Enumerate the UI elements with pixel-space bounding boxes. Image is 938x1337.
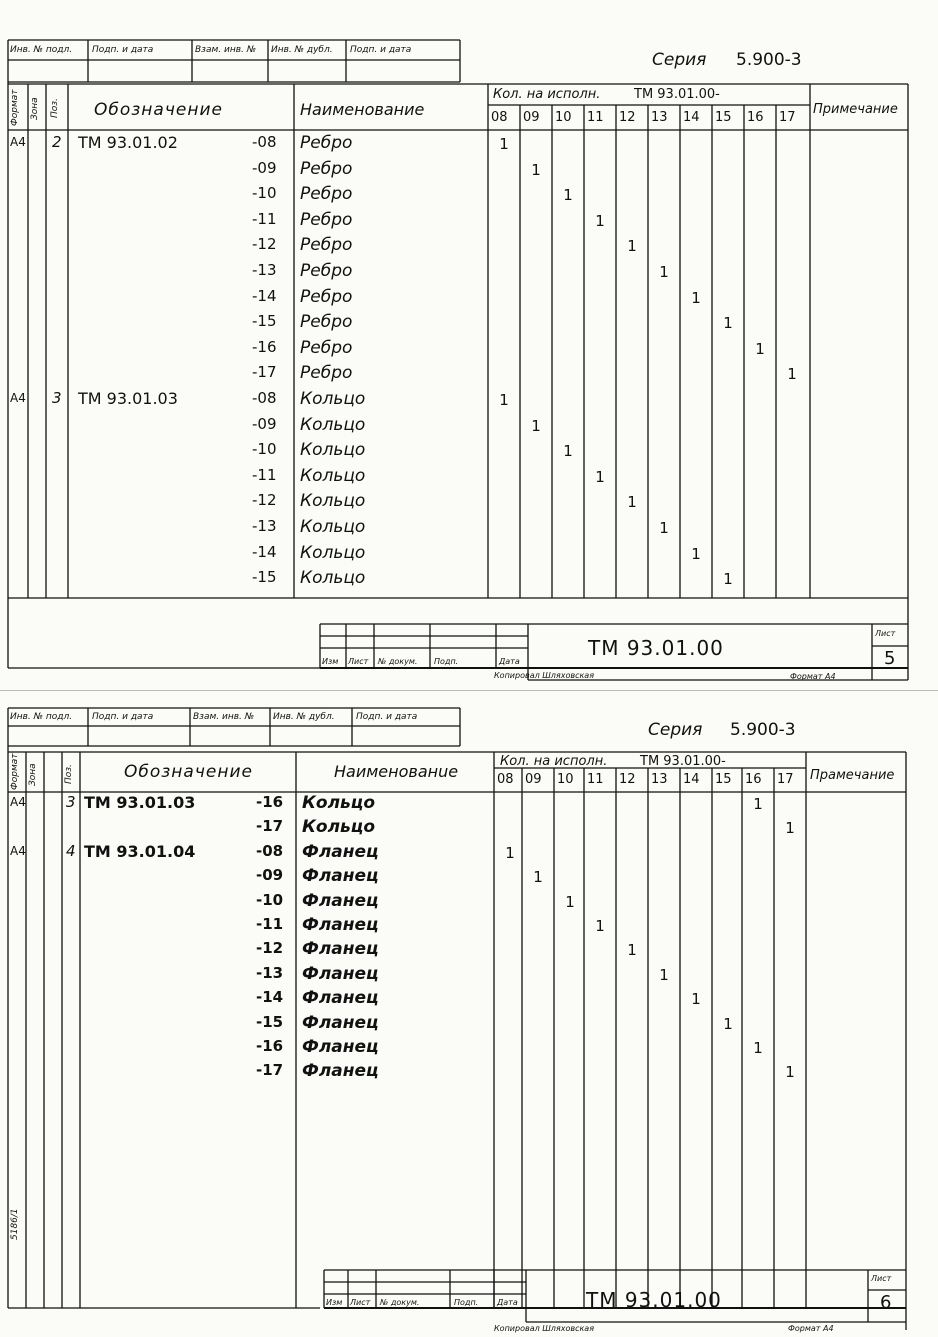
series-value: 5.900-3 <box>730 720 796 740</box>
side-note: 5186/1 <box>10 1208 20 1240</box>
row-quantity: 1 <box>627 237 637 256</box>
row-quantity: 1 <box>499 391 509 409</box>
sheet-number: 5 <box>884 648 896 669</box>
row-variant: -08 <box>252 133 277 151</box>
row-quantity: 1 <box>785 1063 795 1082</box>
row-name: Фланец <box>302 890 379 911</box>
row-position: 2 <box>52 133 62 151</box>
qty-col-11: 11 <box>587 110 604 125</box>
row-name: Кольцо <box>302 817 376 838</box>
row-variant: -11 <box>256 915 284 933</box>
row-name: Кольцо <box>300 568 366 589</box>
row-name: Фланец <box>302 915 379 935</box>
qty-col-14: 14 <box>683 110 700 125</box>
row-variant: -14 <box>252 286 277 305</box>
col-format: Формат <box>10 89 20 126</box>
qty-header: Кол. на исполн. <box>500 754 608 769</box>
row-format: А4 <box>10 391 26 405</box>
qty-col-17: 17 <box>777 772 794 787</box>
row-variant: -17 <box>256 817 284 836</box>
stamp-label: Инв. № дубл. <box>271 45 333 55</box>
qty-col-16: 16 <box>745 772 762 787</box>
col-pos: Поз. <box>64 764 74 784</box>
row-variant: -10 <box>256 890 284 909</box>
row-variant: -14 <box>256 988 284 1007</box>
row-name: Фланец <box>302 939 379 960</box>
row-name: Ребро <box>300 286 353 307</box>
stamp-label: Инв. № дубл. <box>273 712 335 722</box>
row-name: Кольцо <box>300 440 366 461</box>
stamp-label: Подп. и дата <box>350 45 412 55</box>
row-quantity: 1 <box>659 263 669 281</box>
row-quantity: 1 <box>533 868 543 887</box>
row-designation: ТМ 93.01.02 <box>78 133 178 152</box>
stamp-label: Подп. и дата <box>92 712 154 722</box>
row-variant: -12 <box>252 235 277 254</box>
row-quantity: 1 <box>753 795 763 813</box>
row-quantity: 1 <box>595 467 605 486</box>
note-header: Примечание <box>813 102 898 117</box>
qty-col-15: 15 <box>715 110 732 125</box>
stamp-label: Инв. № подл. <box>10 45 73 55</box>
row-quantity: 1 <box>753 1039 763 1057</box>
row-name: Фланец <box>302 988 379 1009</box>
tb-label: Изм <box>322 657 339 666</box>
row-name: Кольцо <box>300 389 366 409</box>
tb-label: № докум. <box>378 657 418 666</box>
tb-label: Дата <box>499 657 520 666</box>
row-position: 3 <box>66 793 76 811</box>
row-quantity: 1 <box>531 416 541 435</box>
row-quantity: 1 <box>563 186 573 205</box>
row-name: Кольцо <box>300 465 366 486</box>
qty-header-code: ТМ 93.01.00- <box>634 87 720 102</box>
row-variant: -16 <box>252 337 277 356</box>
row-variant: -10 <box>252 184 277 203</box>
qty-col-11: 11 <box>587 772 604 787</box>
stamp-label: Подп. и дата <box>356 712 418 722</box>
row-name: Ребро <box>300 312 353 333</box>
row-name: Фланец <box>302 1037 379 1057</box>
row-variant: -11 <box>252 465 277 484</box>
tb-label: Лист <box>350 1298 371 1307</box>
document-code: ТМ 93.01.00 <box>588 636 724 660</box>
row-variant: -15 <box>252 568 277 587</box>
row-name: Ребро <box>300 261 353 281</box>
row-quantity: 1 <box>691 544 701 563</box>
stamp-label: Взам. инв. № <box>195 45 257 55</box>
row-quantity: 1 <box>627 493 637 512</box>
row-variant: -12 <box>256 939 284 958</box>
sheet-divider <box>0 690 938 691</box>
row-name: Кольцо <box>300 491 366 512</box>
qty-col-08: 08 <box>491 110 508 125</box>
col-name: Наименование <box>300 100 425 119</box>
row-quantity: 1 <box>563 442 573 461</box>
row-quantity: 1 <box>595 211 605 230</box>
row-name: Ребро <box>300 363 353 384</box>
row-name: Фланец <box>302 866 379 887</box>
row-variant: -09 <box>252 414 277 433</box>
row-variant: -08 <box>252 389 277 407</box>
col-format: Формат <box>10 753 20 790</box>
series-label: Серия <box>652 50 707 70</box>
row-quantity: 1 <box>755 339 765 358</box>
tb-label: Дата <box>497 1298 518 1307</box>
row-name: Ребро <box>300 337 353 358</box>
qty-col-12: 12 <box>619 772 636 787</box>
row-name: Ребро <box>300 158 353 179</box>
stamp-label: Взам. инв. № <box>193 712 255 722</box>
row-quantity: 1 <box>531 160 541 179</box>
row-variant: -17 <box>252 363 277 382</box>
qty-col-15: 15 <box>715 772 732 787</box>
col-zone: Зона <box>30 97 40 120</box>
qty-col-14: 14 <box>683 772 700 787</box>
row-variant: -17 <box>256 1061 284 1080</box>
row-quantity: 1 <box>595 917 605 935</box>
sheet-label: Лист <box>871 1274 892 1283</box>
sheet-2 <box>0 700 938 1337</box>
row-name: Ребро <box>300 184 353 205</box>
tb-label: Изм <box>326 1298 343 1307</box>
qty-header-code: ТМ 93.01.00- <box>640 754 726 769</box>
row-quantity: 1 <box>627 941 637 960</box>
row-quantity: 1 <box>691 288 701 307</box>
row-variant: -12 <box>252 491 277 510</box>
row-variant: -14 <box>252 542 277 561</box>
row-position: 3 <box>52 389 62 407</box>
qty-col-13: 13 <box>651 772 668 787</box>
col-pos: Поз. <box>50 98 60 118</box>
qty-col-17: 17 <box>779 110 796 125</box>
col-name: Наименованuе <box>334 762 459 781</box>
qty-col-12: 12 <box>619 110 636 125</box>
row-quantity: 1 <box>691 990 701 1009</box>
row-name: Кольцо <box>300 517 366 537</box>
row-quantity: 1 <box>723 314 733 333</box>
row-quantity: 1 <box>785 819 795 838</box>
document-code: ТМ 93.01.00 <box>586 1288 722 1312</box>
copied-by: Копировал Шляховская <box>494 1324 595 1333</box>
qty-col-09: 09 <box>523 110 540 125</box>
row-name: Фланец <box>302 1012 379 1033</box>
row-quantity: 1 <box>565 892 575 911</box>
qty-header: Кол. на исполн. <box>493 87 601 102</box>
qty-col-09: 09 <box>525 772 542 787</box>
row-variant: -13 <box>252 261 277 279</box>
format-label: Формат А4 <box>790 672 836 681</box>
row-name: Ребро <box>300 209 353 230</box>
row-format: А4 <box>10 795 26 809</box>
col-designation: Обозначение <box>124 762 253 782</box>
row-quantity: 1 <box>723 570 733 589</box>
row-name: Фланец <box>302 841 379 862</box>
row-variant: -09 <box>252 158 277 177</box>
row-name: Фланец <box>302 1061 379 1082</box>
row-format: А4 <box>10 843 26 858</box>
row-position: 4 <box>66 841 76 860</box>
qty-col-10: 10 <box>555 110 572 125</box>
row-quantity: 1 <box>505 843 515 862</box>
row-variant: -15 <box>256 1012 284 1031</box>
row-quantity: 1 <box>659 519 669 537</box>
row-variant: -16 <box>256 1037 284 1055</box>
row-variant: -15 <box>252 312 277 331</box>
row-name: Ребро <box>300 133 353 153</box>
copied-by: Копировал Шляховская <box>494 671 595 680</box>
row-name: Фланец <box>302 963 379 984</box>
qty-col-08: 08 <box>497 772 514 787</box>
row-quantity: 1 <box>787 365 797 384</box>
sheet-label: Лист <box>875 629 896 638</box>
stamp-label: Инв. № подл. <box>10 712 73 722</box>
row-quantity: 1 <box>723 1014 733 1033</box>
sheet-number: 6 <box>880 1292 892 1313</box>
qty-col-16: 16 <box>747 110 764 125</box>
series-value: 5.900-3 <box>736 50 802 70</box>
col-zone: Зона <box>28 763 38 786</box>
row-variant: -10 <box>252 440 277 459</box>
tb-label: Подп. <box>454 1298 479 1307</box>
note-header: Прамечание <box>810 768 895 783</box>
stamp-label: Подп. и дата <box>92 45 154 55</box>
series-label: Серия <box>648 720 703 740</box>
row-designation: ТМ 93.01.03 <box>84 793 196 812</box>
row-designation: ТМ 93.01.04 <box>84 841 196 861</box>
row-variant: -11 <box>252 209 277 228</box>
row-name: Кольцо <box>300 542 366 563</box>
col-designation: Обозначение <box>94 100 223 120</box>
row-variant: -16 <box>256 793 284 811</box>
tb-label: № докум. <box>380 1298 420 1307</box>
row-format: А4 <box>10 135 26 149</box>
row-variant: -13 <box>256 963 284 982</box>
format-label: Формат А4 <box>788 1324 834 1333</box>
row-designation: ТМ 93.01.03 <box>78 389 178 408</box>
tb-label: Лист <box>348 657 369 666</box>
row-variant: -08 <box>256 841 284 860</box>
row-name: Ребро <box>300 235 353 256</box>
row-name: Кольцо <box>300 414 366 435</box>
qty-col-10: 10 <box>557 772 574 787</box>
row-quantity: 1 <box>659 965 669 984</box>
tb-label: Подп. <box>434 657 459 666</box>
row-quantity: 1 <box>499 135 509 153</box>
qty-col-13: 13 <box>651 110 668 125</box>
row-name: Кольцо <box>302 793 376 813</box>
row-variant: -13 <box>252 517 277 535</box>
row-variant: -09 <box>256 866 284 885</box>
